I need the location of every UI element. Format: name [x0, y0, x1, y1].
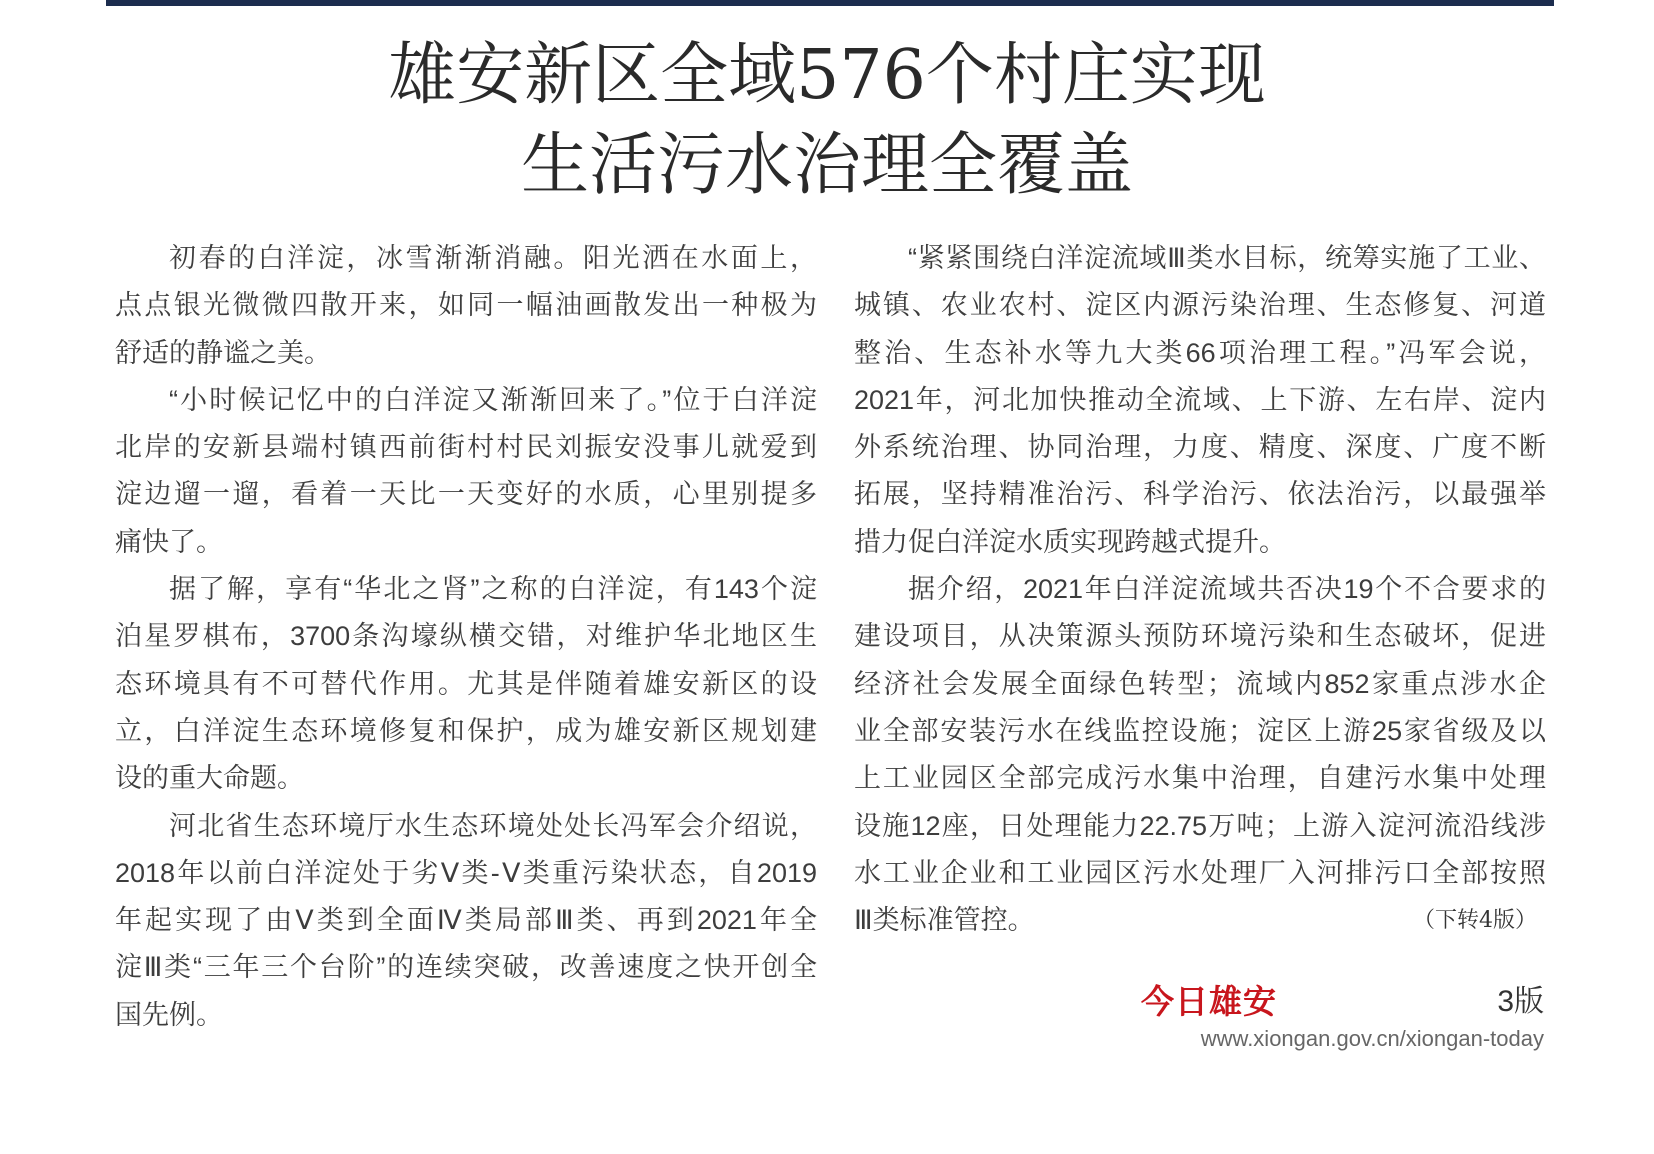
body-text-line: 北岸的安新县端村镇西前街村村民刘振安没事儿就爱到 — [115, 432, 817, 463]
body-text-line: 措力促白洋淀水质实现跨越式提升。 — [854, 526, 1286, 557]
body-text-line: 态环境具有不可替代作用。尤其是伴随着雄安新区的设 — [115, 668, 817, 699]
page-number: 3版 — [1497, 985, 1544, 1018]
body-text-line: 初春的白洋淀，冰雪渐渐消融。阳光洒在水面上， — [169, 243, 817, 273]
column-right — [854, 235, 1546, 944]
body-text-line: 痛快了。 — [115, 526, 223, 557]
site-url: www.xiongan.gov.cn/xiongan-today — [1200, 1026, 1544, 1051]
body-text-line: 外系统治理、协同治理，力度、精度、深度、广度不断 — [854, 432, 1546, 463]
top-color-bar — [106, 0, 1554, 6]
body-text-line: 据介绍，2021年白洋淀流域共否决19个不合要求的 — [908, 574, 1546, 605]
paragraph — [115, 377, 817, 566]
body-text-line: 整治、生态补水等九大类66项治理工程。”冯军会说， — [854, 337, 1546, 368]
body-text-line: “紧紧围绕白洋淀流域Ⅲ类水目标，统筹实施了工业、 — [908, 243, 1546, 273]
body-text-line: Ⅲ类标准管控。 — [854, 905, 1035, 936]
body-text-line: 泊星罗棋布，3700条沟壕纵横交错，对维护华北地区生 — [115, 621, 817, 652]
body-text-line: 点点银光微微四散开来，如同一幅油画散发出一种极为 — [115, 290, 817, 321]
body-text-line: 设的重大命题。 — [115, 763, 304, 794]
body-text-line: 业全部安装污水在线监控设施；淀区上游25家省级及以 — [854, 715, 1546, 746]
headline-line-1: 雄安新区全域576个村庄实现 — [388, 36, 1266, 115]
body-text-line: 设施12座，日处理能力22.75万吨；上游入淀河流沿线涉 — [854, 810, 1546, 841]
body-text-line: 2021年，河北加快推动全流域、上下游、左右岸、淀内 — [854, 384, 1546, 415]
body-text-line: 淀Ⅲ类“三年三个台阶”的连续突破，改善速度之快开创全 — [115, 952, 817, 983]
body-text-line: 据了解，享有“华北之肾”之称的白洋淀，有143个淀 — [169, 574, 817, 605]
headline-line-2: 生活污水治理全覆盖 — [520, 126, 1133, 205]
paragraph — [854, 566, 1546, 944]
body-text-line: 立，白洋淀生态环境修复和保护，成为雄安新区规划建 — [115, 715, 817, 746]
headline — [0, 31, 1654, 211]
body-text-line: 2018年以前白洋淀处于劣Ⅴ类-Ⅴ类重污染状态，自2019 — [115, 857, 817, 888]
body-text-line: 建设项目，从决策源头预防环境污染和生态破坏，促进 — [854, 621, 1546, 652]
body-text-line: 城镇、农业农村、淀区内源污染治理、生态修复、河道 — [854, 290, 1546, 321]
paragraph — [115, 566, 817, 802]
body-text-line: 淀边遛一遛，看着一天比一天变好的水质，心里别提多 — [115, 479, 817, 510]
body-text-line: 河北省生态环境厅水生态环境处处长冯军会介绍说， — [169, 810, 817, 841]
paragraph — [115, 803, 817, 1039]
body-text-line: 上工业园区全部完成污水集中治理，自建污水集中处理 — [854, 763, 1546, 794]
body-text-line: 经济社会发展全面绿色转型；流域内852家重点涉水企 — [854, 668, 1546, 699]
masthead-logo: 今日雄安 — [1141, 982, 1277, 1021]
body-text-line: 年起实现了由Ⅴ类到全面Ⅳ类局部Ⅲ类、再到2021年全 — [115, 905, 817, 936]
continued-on-note: （下转4版） — [1413, 908, 1537, 933]
paragraph — [854, 235, 1546, 566]
body-text-line: 舒适的静谧之美。 — [115, 337, 331, 368]
column-left — [115, 235, 817, 1039]
body-text-line: 国先例。 — [115, 999, 223, 1030]
paragraph — [115, 235, 817, 377]
body-text-line: 拓展，坚持精准治污、科学治污、依法治污，以最强举 — [854, 479, 1546, 510]
body-text-line: “小时候记忆中的白洋淀又渐渐回来了。”位于白洋淀 — [169, 384, 817, 415]
body-text-line: 水工业企业和工业园区污水处理厂入河排污口全部按照 — [854, 857, 1546, 888]
